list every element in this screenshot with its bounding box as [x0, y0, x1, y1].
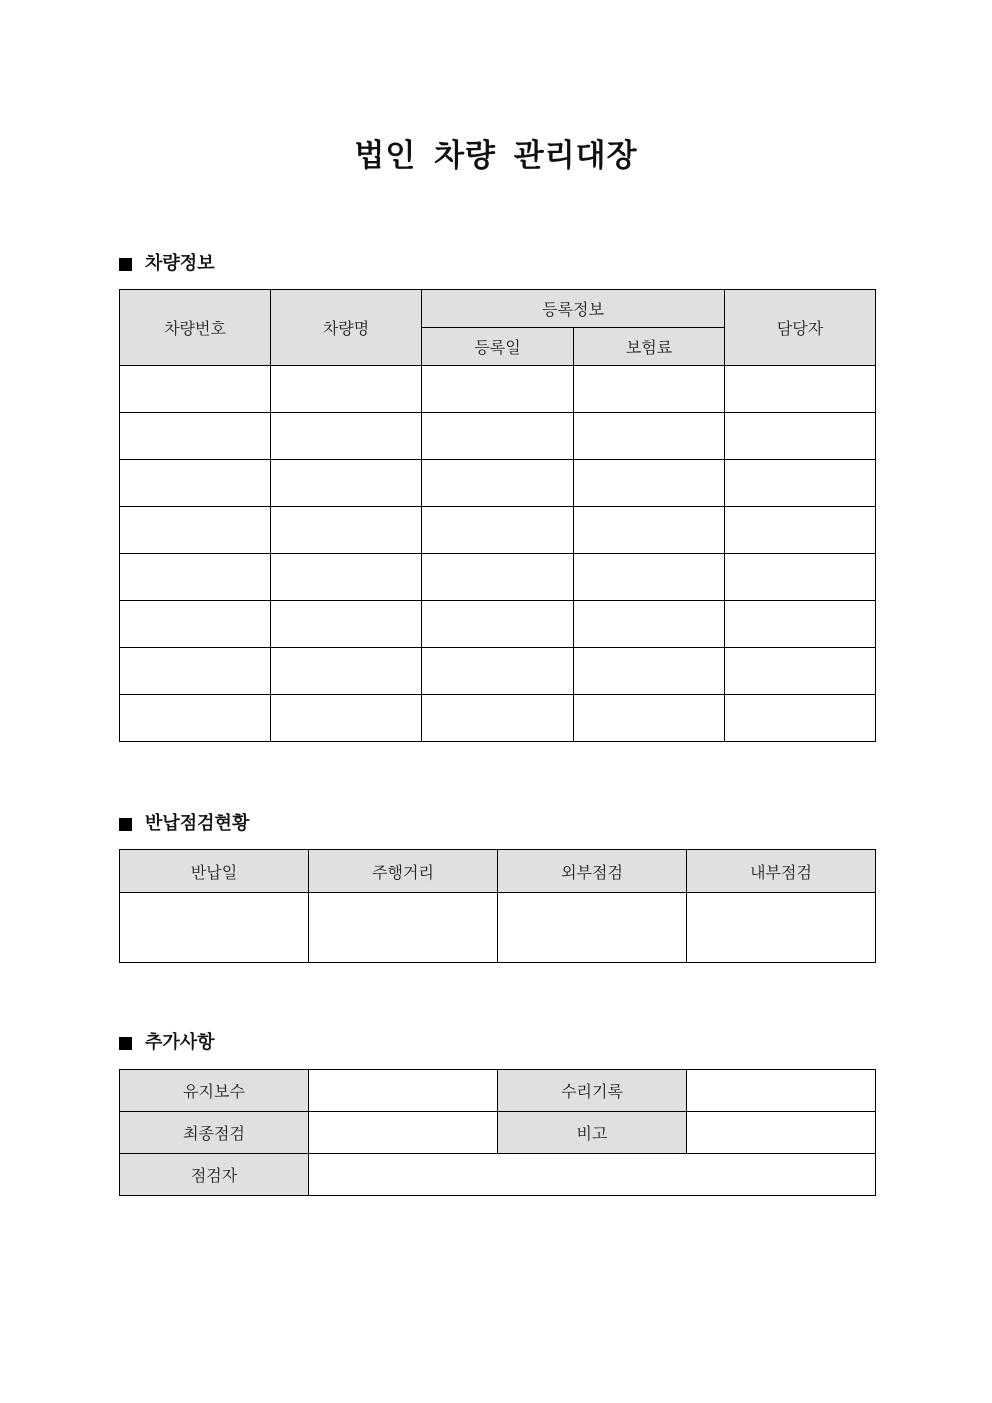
header-exterior-check: 외부점검	[498, 850, 687, 893]
insurance-fee-cell[interactable]	[574, 413, 725, 460]
table-row	[120, 554, 876, 601]
section-heading-label: 차량정보	[145, 253, 215, 274]
manager-cell[interactable]	[725, 366, 876, 413]
vehicle-name-cell[interactable]	[271, 507, 422, 554]
header-mileage: 주행거리	[309, 850, 498, 893]
mileage-cell[interactable]	[309, 893, 498, 963]
manager-cell[interactable]	[725, 460, 876, 507]
registration-date-cell[interactable]	[422, 507, 574, 554]
table-row	[120, 366, 876, 413]
vehicle-number-cell[interactable]	[120, 554, 271, 601]
table-row	[120, 1070, 876, 1112]
manager-cell[interactable]	[725, 601, 876, 648]
header-registration-date: 등록일	[422, 328, 574, 366]
insurance-fee-cell[interactable]	[574, 460, 725, 507]
manager-cell[interactable]	[725, 695, 876, 742]
header-manager: 담당자	[725, 290, 876, 366]
table-row	[120, 507, 876, 554]
square-bullet-icon	[119, 818, 132, 831]
registration-date-cell[interactable]	[422, 695, 574, 742]
table-row	[120, 460, 876, 507]
header-return-date: 반납일	[120, 850, 309, 893]
table-row	[120, 893, 876, 963]
table-row	[120, 413, 876, 460]
table-row	[120, 601, 876, 648]
registration-date-cell[interactable]	[422, 460, 574, 507]
vehicle-number-cell[interactable]	[120, 460, 271, 507]
label-maintenance: 유지보수	[120, 1070, 309, 1112]
vehicle-number-cell[interactable]	[120, 413, 271, 460]
table-header-row	[120, 850, 876, 893]
insurance-fee-cell[interactable]	[574, 695, 725, 742]
section-heading-label: 추가사항	[145, 1032, 215, 1053]
section-heading-label: 반납점검현황	[145, 813, 250, 834]
return-date-cell[interactable]	[120, 893, 309, 963]
label-remarks: 비고	[498, 1112, 687, 1154]
registration-date-cell[interactable]	[422, 366, 574, 413]
section-heading-extra	[119, 1031, 215, 1055]
square-bullet-icon	[119, 258, 132, 271]
vehicle-name-cell[interactable]	[271, 554, 422, 601]
table-row	[120, 1112, 876, 1154]
vehicle-name-cell[interactable]	[271, 648, 422, 695]
insurance-fee-cell[interactable]	[574, 554, 725, 601]
repair-record-value-cell[interactable]	[687, 1070, 876, 1112]
final-inspection-value-cell[interactable]	[309, 1112, 498, 1154]
registration-date-cell[interactable]	[422, 554, 574, 601]
vehicle-number-cell[interactable]	[120, 648, 271, 695]
inspector-value-cell[interactable]	[309, 1154, 876, 1196]
square-bullet-icon	[119, 1037, 132, 1050]
vehicle-number-cell[interactable]	[120, 601, 271, 648]
manager-cell[interactable]	[725, 554, 876, 601]
manager-cell[interactable]	[725, 413, 876, 460]
maintenance-value-cell[interactable]	[309, 1070, 498, 1112]
additional-info-table	[119, 1069, 876, 1196]
page-title: 법인 차량 관리대장	[354, 138, 638, 174]
vehicle-number-cell[interactable]	[120, 507, 271, 554]
insurance-fee-cell[interactable]	[574, 366, 725, 413]
table-row	[120, 695, 876, 742]
vehicle-info-table	[119, 289, 876, 742]
header-registration-info: 등록정보	[422, 290, 725, 328]
manager-cell[interactable]	[725, 648, 876, 695]
exterior-check-cell[interactable]	[498, 893, 687, 963]
vehicle-number-cell[interactable]	[120, 366, 271, 413]
registration-date-cell[interactable]	[422, 413, 574, 460]
label-repair-record: 수리기록	[498, 1070, 687, 1112]
registration-date-cell[interactable]	[422, 648, 574, 695]
vehicle-name-cell[interactable]	[271, 695, 422, 742]
label-final-inspection: 최종점검	[120, 1112, 309, 1154]
section-heading-return	[119, 812, 249, 836]
header-vehicle-number: 차량번호	[120, 290, 271, 366]
table-row	[120, 648, 876, 695]
insurance-fee-cell[interactable]	[574, 507, 725, 554]
return-inspection-table	[119, 849, 876, 963]
vehicle-name-cell[interactable]	[271, 366, 422, 413]
manager-cell[interactable]	[725, 507, 876, 554]
header-vehicle-name: 차량명	[271, 290, 422, 366]
header-interior-check: 내부점검	[687, 850, 876, 893]
table-header-row	[120, 290, 876, 328]
remarks-value-cell[interactable]	[687, 1112, 876, 1154]
insurance-fee-cell[interactable]	[574, 601, 725, 648]
vehicle-number-cell[interactable]	[120, 695, 271, 742]
registration-date-cell[interactable]	[422, 601, 574, 648]
vehicle-name-cell[interactable]	[271, 601, 422, 648]
header-insurance-fee: 보험료	[574, 328, 725, 366]
vehicle-name-cell[interactable]	[271, 460, 422, 507]
insurance-fee-cell[interactable]	[574, 648, 725, 695]
interior-check-cell[interactable]	[687, 893, 876, 963]
table-row	[120, 1154, 876, 1196]
label-inspector: 점검자	[120, 1154, 309, 1196]
section-heading-vehicle	[119, 252, 215, 276]
vehicle-name-cell[interactable]	[271, 413, 422, 460]
